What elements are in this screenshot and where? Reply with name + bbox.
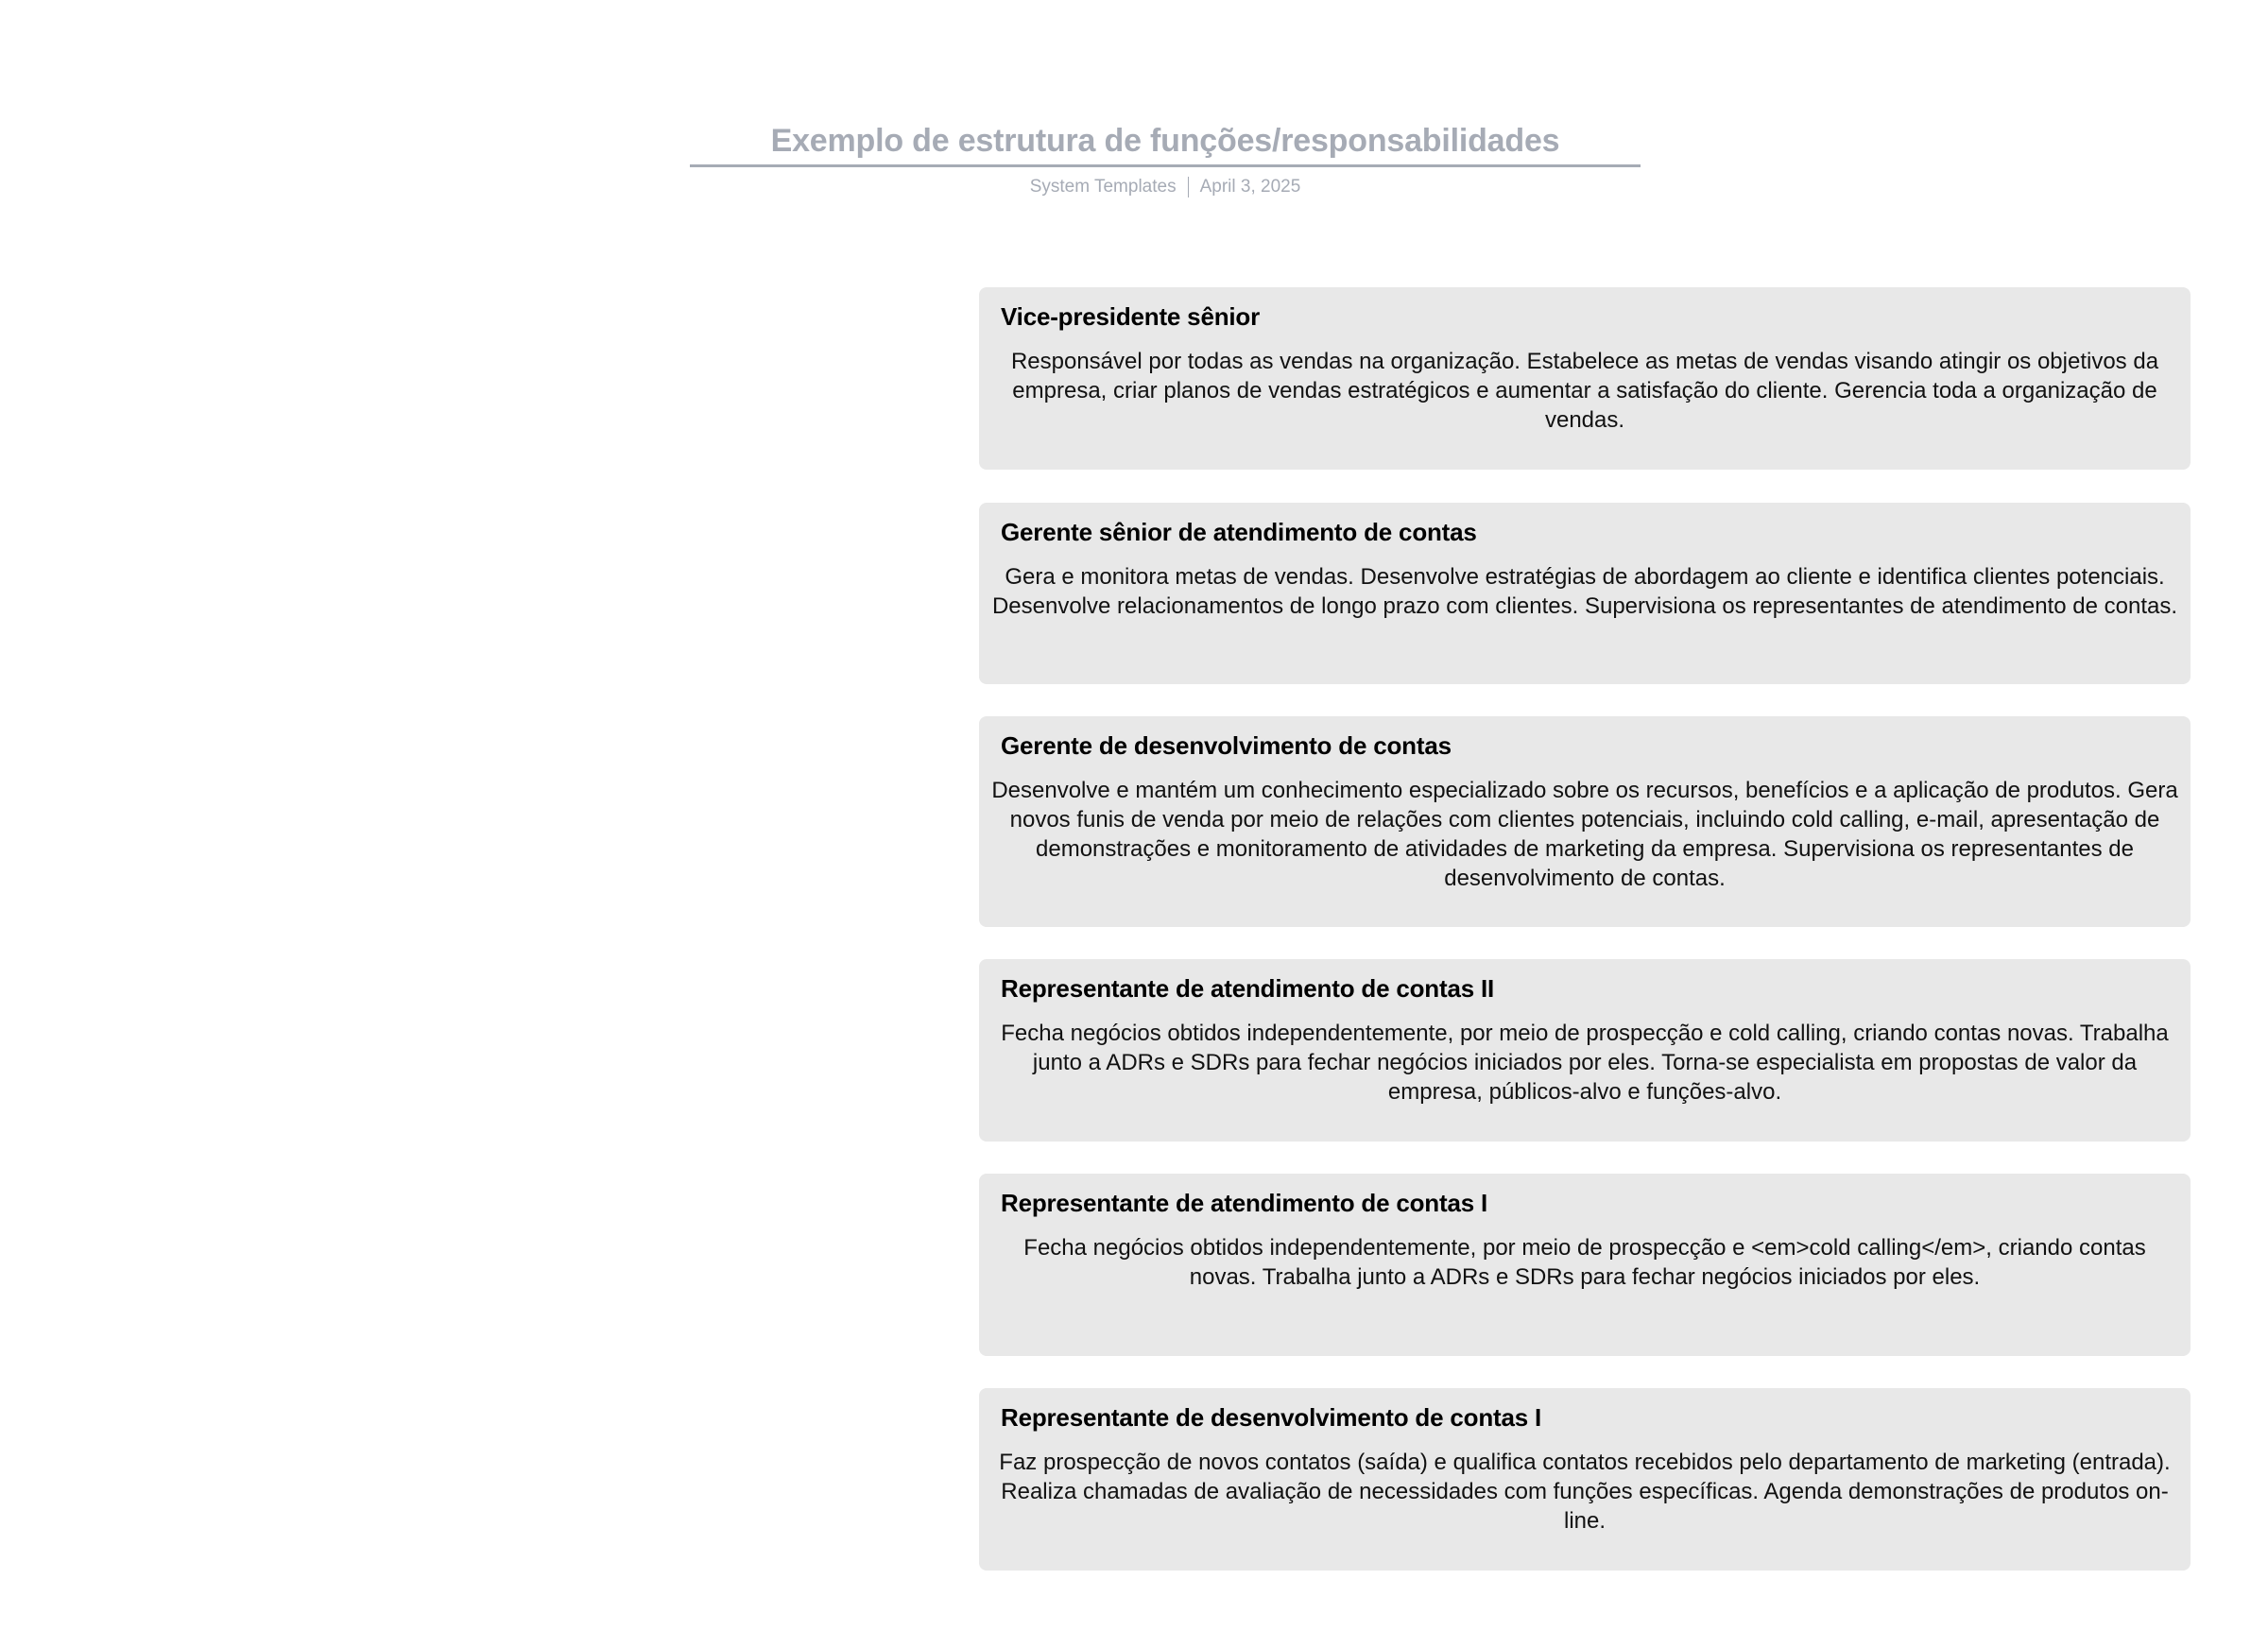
role-card-senior-account-manager [979, 503, 2191, 684]
role-title: Representante de atendimento de contas I [1001, 1189, 1488, 1217]
role-card-account-development-rep-i [979, 1388, 2191, 1571]
role-card-account-rep-i [979, 1174, 2191, 1356]
role-description: Desenvolve e mantém um conhecimento especializado sobre os recursos, benefícios e a aplicação de produtos. Gera novos funis de venda por meio de relações com clientes potenciais, incluindo cold calling, e-mail, apresentação de demonstrações e monitoramento de atividades de marketing da empresa. Supervisiona os representantes de desenvolvimento de contas. [991, 778, 2178, 891]
role-description: Fecha negócios obtidos independentemente, por meio de prospecção e cold calling, criando contas novas. Trabalha junto a ADRs e SDRs para fechar negócios iniciados por eles. Torna-se especialista em propostas de valor da empresa, públicos-alvo e funções-alvo. [1001, 1021, 2169, 1105]
author-label: System Templates [1029, 177, 1177, 197]
role-card-account-development-manager [979, 716, 2191, 927]
date-label: April 3, 2025 [1199, 177, 1301, 197]
role-description: Gera e monitora metas de vendas. Desenvolve estratégias de abordagem ao cliente e identifica clientes potenciais. Desenvolve relacionamentos de longo prazo com clientes. Supervisiona os representantes de atendimento de contas. [991, 564, 2178, 619]
role-title: Representante de atendimento de contas II [1001, 974, 1495, 1003]
role-description: Faz prospecção de novos contatos (saída) e qualifica contatos recebidos pelo departamento de marketing (entrada). Realiza chamadas de avaliação de necessidades com funções específicas. Agenda demonstrações de produtos on-line. [999, 1450, 2171, 1534]
title-underline [690, 164, 1641, 167]
role-description: Fecha negócios obtidos independentemente, por meio de prospecção e <em>cold calling</em>, criando contas novas. Trabalha junto a ADRs e SDRs para fechar negócios iniciados por eles. [1023, 1235, 2146, 1290]
document-title: Exemplo de estrutura de funções/responsabilidades [770, 123, 1560, 159]
document-header [690, 121, 1641, 198]
role-card-vp-senior [979, 287, 2191, 470]
role-card-account-rep-ii [979, 959, 2191, 1142]
role-title: Gerente sênior de atendimento de contas [1001, 518, 1477, 546]
role-title: Gerente de desenvolvimento de contas [1001, 731, 1452, 760]
role-title: Representante de desenvolvimento de contas I [1001, 1403, 1542, 1432]
role-description: Responsável por todas as vendas na organização. Estabelece as metas de vendas visando atingir os objetivos da empresa, criar planos de vendas estratégicos e aumentar a satisfação do cliente. Gerencia toda a organização de vendas. [1010, 349, 2159, 433]
role-title: Vice-presidente sênior [1001, 302, 1261, 331]
meta-separator [1188, 177, 1189, 197]
document-meta [690, 176, 1641, 198]
